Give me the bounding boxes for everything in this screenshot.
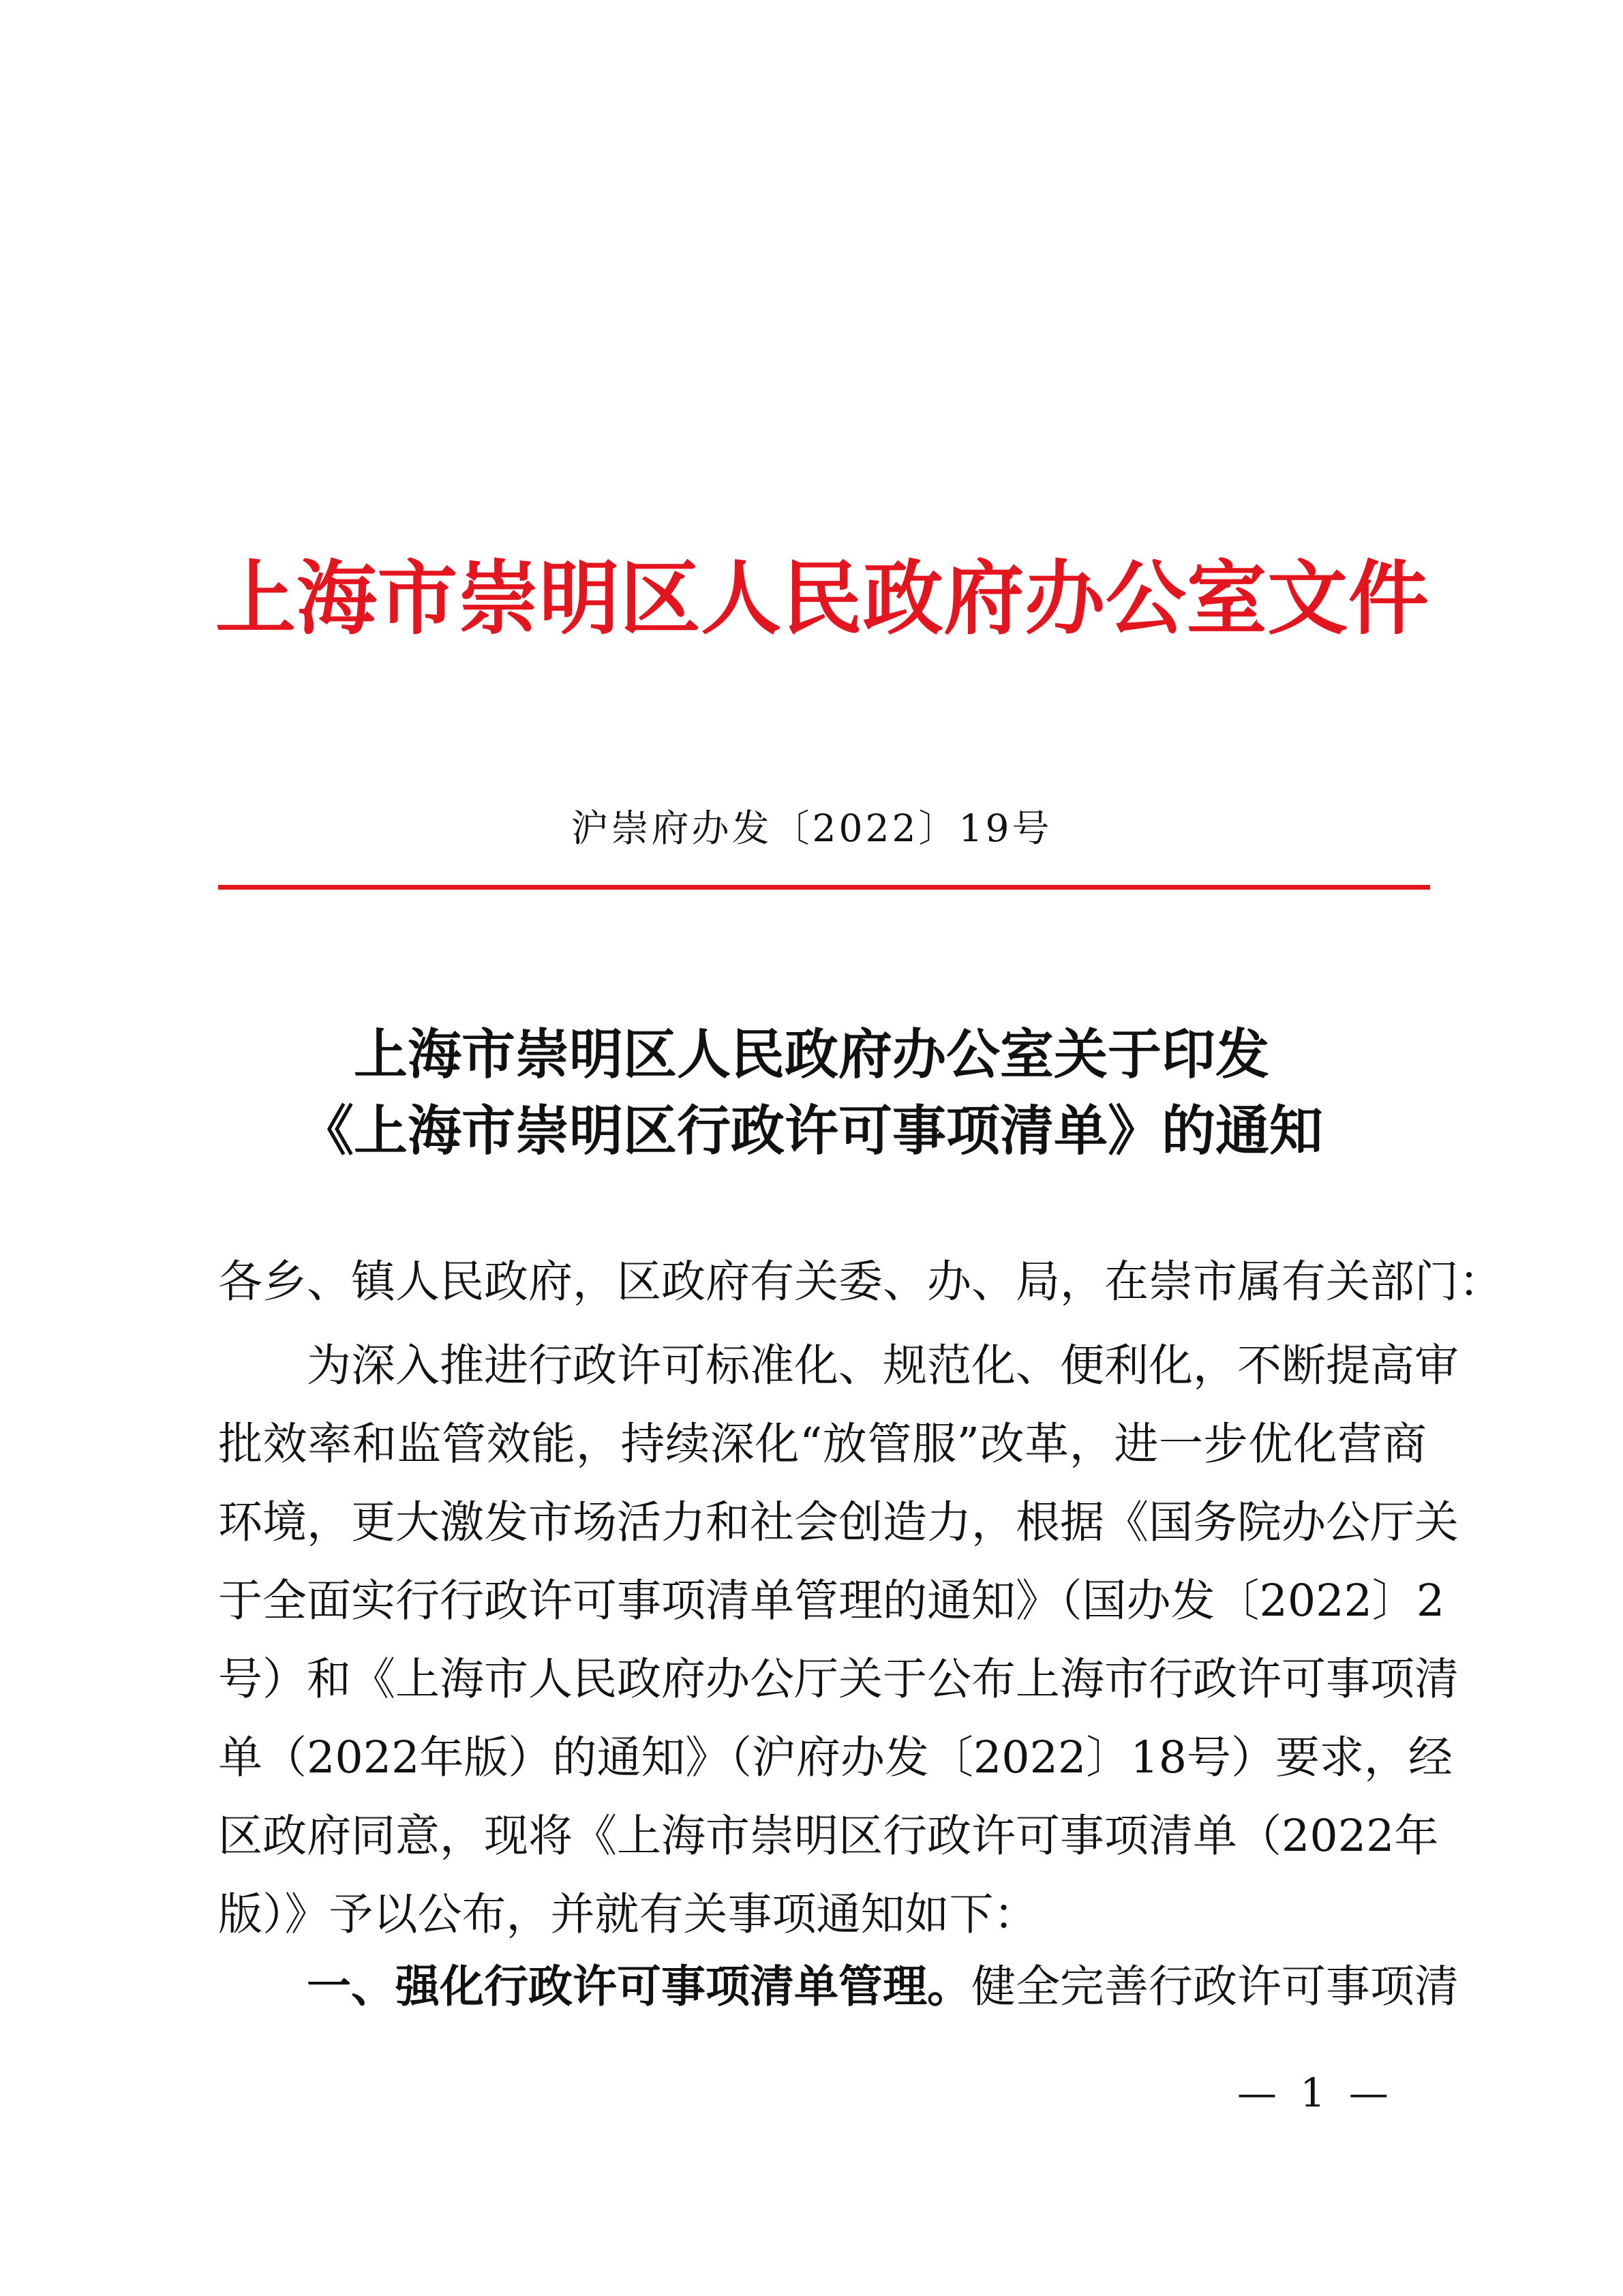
document-number: 沪崇府办发〔2022〕19号 <box>571 806 1052 850</box>
paragraph-line-4: 于全面实行行政许可事项清单管理的通知》（国办发〔2022〕2 <box>218 1575 1445 1627</box>
paragraph-line-5: 号）和《上海市人民政府办公厅关于公布上海市行政许可事项清 <box>218 1654 1459 1705</box>
paragraph-line-1: 为深入推进行政许可标准化、规范化、便利化，不断提高审 <box>307 1340 1459 1391</box>
page-number: — 1 — <box>1237 2070 1394 2116</box>
red-separator-rule <box>218 885 1430 890</box>
document-title-line-1: 上海市崇明区人民政府办公室关于印发 <box>354 1023 1269 1086</box>
paragraph-line-3: 环境，更大激发市场活力和社会创造力，根据《国务院办公厅关 <box>218 1497 1459 1548</box>
addressee-line: 各乡、镇人民政府，区政府有关委、办、局，在崇市属有关部门： <box>218 1256 1504 1308</box>
section-1-text: 健全完善行政许可事项清 <box>971 1961 1459 2012</box>
paragraph-line-6: 单（2022年版）的通知》（沪府办发〔2022〕18号）要求，经 <box>218 1732 1453 1783</box>
red-header-title: 上海市崇明区人民政府办公室文件 <box>215 551 1429 646</box>
paragraph-line-8: 版）》予以公布，并就有关事项通知如下： <box>218 1889 1038 1940</box>
section-1-paragraph-start <box>307 1959 1459 2015</box>
paragraph-line-2: 批效率和监管效能，持续深化“放管服”改革，进一步优化营商 <box>218 1419 1427 1470</box>
section-1-heading: 一、强化行政许可事项清单管理。 <box>307 1961 972 2012</box>
paragraph-line-7: 区政府同意，现将《上海市崇明区行政许可事项清单（2022年 <box>218 1811 1439 1862</box>
document-title-line-2: 《上海市崇明区行政许可事项清单》的通知 <box>300 1099 1323 1162</box>
